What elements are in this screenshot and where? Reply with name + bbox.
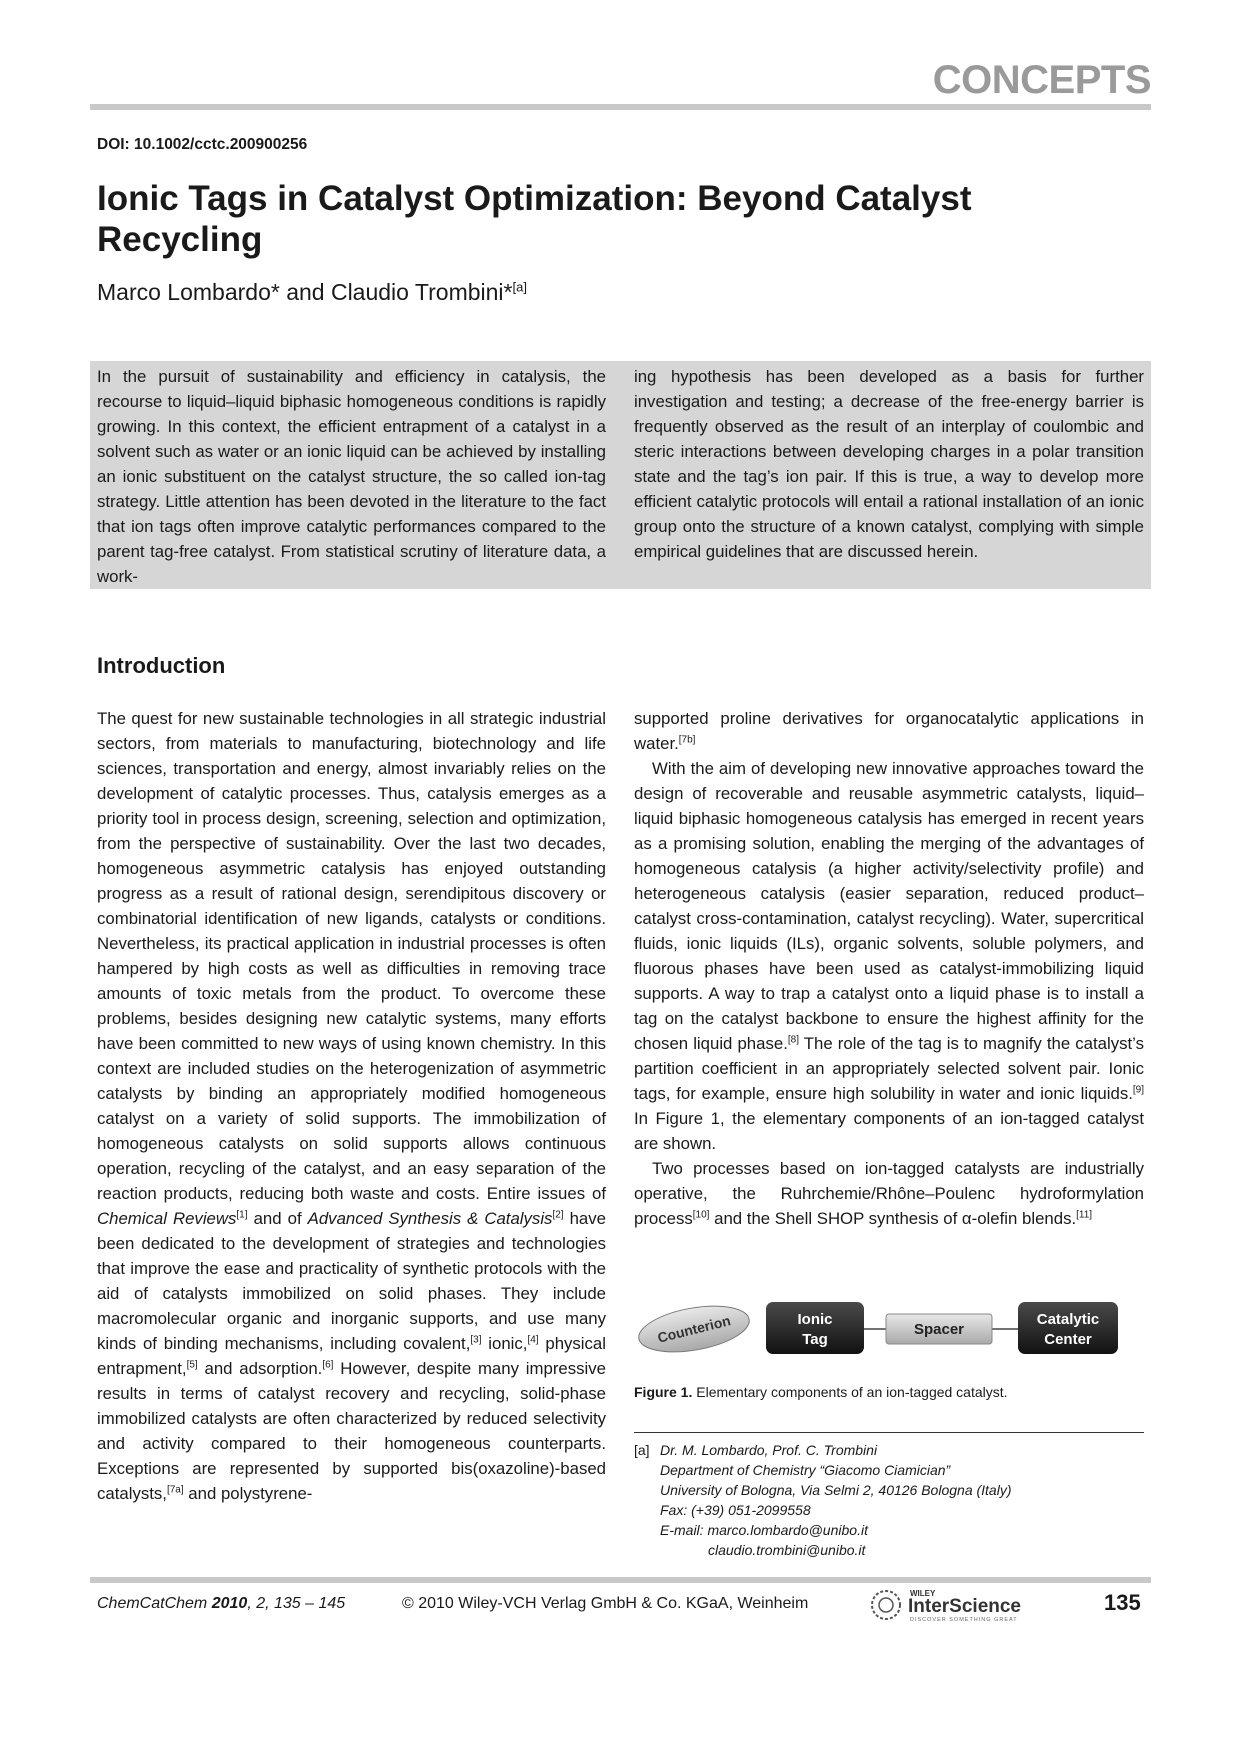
ionic-tag-label-line1: Ionic bbox=[797, 1311, 833, 1328]
catalytic-center-label-line2: Center bbox=[1044, 1331, 1092, 1348]
figure-caption-label: Figure 1. bbox=[634, 1384, 693, 1400]
intro-paragraph-2: With the aim of developing new innovative approaches toward the design of recoverable and reusable asymmetric catalysts, liquid–liquid biphasic homogeneous catalysis has emerged in recent years as a promising solution, enabling the merging of the advantages of homogeneous catalysis (a higher activity/selectivity profile) and heterogeneous catalysis (easier separation, reduced product–catalyst cross-contamination, catalyst recycling). Water, supercritical fluids, ionic liquids (ILs), organic solvents, soluble polymers, and fluorous phases have been used as catalyst-immobilizing liquid supports. A way to trap a catalyst onto a liquid phase is to install a tag on the catalyst backbone to ensure the highest affinity for the chosen liquid phase.[8] The role of the tag is to magnify the catalyst’s partition coefficient in an appropriately selected solvent pair. Ionic tags, for example, ensure high solubility in water and ionic liquids.[9] In Figure 1, the elementary components of an ion-tagged catalyst are shown. bbox=[634, 759, 1144, 1153]
affiliation-footnote bbox=[634, 1440, 1012, 1560]
logo-globe-icon bbox=[872, 1591, 900, 1619]
journal-year: 2010 bbox=[211, 1595, 248, 1612]
citation-10[interactable]: [10] bbox=[692, 1209, 710, 1221]
spacer-label: Spacer bbox=[913, 1321, 965, 1338]
body-column-right bbox=[634, 706, 1144, 1231]
abstract-left bbox=[97, 364, 606, 589]
affiliation-mark[interactable]: [a] bbox=[512, 279, 527, 295]
figure-1-caption bbox=[634, 1384, 1008, 1400]
footnote-line-names: Dr. M. Lombardo, Prof. C. Trombini bbox=[660, 1442, 878, 1458]
article-title: Ionic Tags in Catalyst Optimization: Beyond Catalyst Recycling bbox=[97, 179, 972, 259]
intro-paragraph-1-continued: supported proline derivatives for organocatalytic applications in water.[7b] bbox=[634, 709, 1144, 753]
counterion-label: Counterion bbox=[655, 1312, 733, 1346]
logo-interscience-text: InterScience bbox=[908, 1596, 1021, 1617]
footnote-line-email-2[interactable]: claudio.trombini@unibo.it bbox=[708, 1542, 866, 1558]
doi[interactable]: DOI: 10.1002/cctc.200900256 bbox=[97, 136, 308, 153]
citation-7a[interactable]: [7a] bbox=[166, 1484, 184, 1496]
citation-9[interactable]: [9] bbox=[1132, 1084, 1144, 1096]
footnote-line-fax: Fax: (+39) 051-2099558 bbox=[660, 1502, 811, 1518]
journal-name: ChemCatChem bbox=[97, 1595, 208, 1612]
abstract-left-text: In the pursuit of sustainability and efficiency in catalysis, the recourse to liquid–liquid biphasic homogeneous conditions is rapidly growing. In this context, the efficient entrapment of a catalyst in a solvent such as water or an ionic liquid can be achieved by installing an ionic substituent on the catalyst structure, the so called ion-tag strategy. Little attention has been devoted in the literature to the fact that ion tags often improve catalytic performances compared to the parent tag-free catalyst. From statistical scrutiny of literature data, a work- bbox=[97, 367, 606, 586]
section-heading-introduction: Introduction bbox=[97, 653, 226, 678]
footnote-line-address: University of Bologna, Via Selmi 2, 40126 Bologna (Italy) bbox=[660, 1482, 1012, 1498]
citation-2[interactable]: [2] bbox=[552, 1209, 564, 1221]
citation-4[interactable]: [4] bbox=[527, 1334, 539, 1346]
footnote-line-email[interactable]: E-mail: marco.lombardo@unibo.it bbox=[660, 1522, 868, 1538]
authors bbox=[97, 279, 527, 306]
citation-11[interactable]: [11] bbox=[1076, 1209, 1093, 1221]
footnote-marker: [a] bbox=[634, 1442, 650, 1458]
author-names: Marco Lombardo* and Claudio Trombini* bbox=[97, 279, 513, 305]
footer-journal-citation bbox=[97, 1595, 345, 1613]
abstract-right-text: ing hypothesis has been developed as a basis for further investigation and testing; a decrease of the free-energy barrier is frequently observed as the result of an interplay of coulombic and steric interactions between developing charges in a polar transition state and the tag’s ion pair. If this is true, a way to develop more efficient catalytic protocols will entail a rational installation of an ionic group onto the structure of a known catalyst, complying with simple empirical guidelines that are discussed herein. bbox=[634, 367, 1144, 561]
intro-paragraph-1: The quest for new sustainable technologies in all strategic industrial sectors, from materials to manufacturing, biotechnology and life sciences, transportation and energy, almost invariably relies on the development of catalytic processes. Thus, catalysis emerges as a priority tool in process design, screening, selection and optimization, from the perspective of sustainability. Over the last two decades, homogeneous asymmetric catalysis has enjoyed outstanding progress as a result of rational design, serendipitous discovery or combinatorial identification of new ligands, catalysts or conditions. Nevertheless, its practical application in industrial processes is often hampered by high costs as well as difficulties in removing trace amounts of toxic metals from the product. To overcome these problems, besides designing new catalytic systems, many efforts have been committed to new ways of using known chemistry. In this context are included studies on the heterogenization of asymmetric catalysts by binding an appropriately modified homogeneous catalyst on a variety of solid supports. The immobilization of homogeneous catalysts on solid supports allows continuous operation, recycling of the catalyst, and an easy separation of the reaction products, reducing both waste and costs. Entire issues of Chemical Reviews[1] and of Advanced Synthesis & Catalysis[2] have been dedicated to the development of strategies and technologies that improve the ease and practicality of synthetic protocols with the aid of catalysts immobilized on solid phases. They include macromolecular organic and inorganic supports, and use many kinds of binding mechanisms, including covalent,[3] ionic,[4] physical entrapment,[5] and adsorption.[6] However, despite many impressive results in terms of catalyst recovery and recycling, solid-phase immobilized catalysts are often characterized by reduced selectivity and activity compared to their homogeneous counterparts. Exceptions are represented by supported bis(oxazoline)-based catalysts,[7a] and polystyrene- bbox=[97, 709, 606, 1503]
logo-tagline: DISCOVER SOMETHING GREAT bbox=[910, 1617, 1018, 1623]
abstract-right bbox=[634, 364, 1144, 564]
ionic-tag-label-line2: Tag bbox=[802, 1331, 828, 1348]
wiley-interscience-logo bbox=[868, 1585, 1038, 1625]
citation-7b[interactable]: [7b] bbox=[678, 734, 696, 746]
page-number: 135 bbox=[1104, 1590, 1141, 1615]
footer-copyright: © 2010 Wiley-VCH Verlag GmbH & Co. KGaA, Weinheim bbox=[402, 1595, 809, 1612]
citation-3[interactable]: [3] bbox=[470, 1334, 482, 1346]
figure-caption-text: Elementary components of an ion-tagged catalyst. bbox=[692, 1384, 1008, 1400]
section-label: CONCEPTS bbox=[932, 58, 1151, 102]
citation-8[interactable]: [8] bbox=[787, 1034, 799, 1046]
intro-paragraph-3: Two processes based on ion-tagged catalysts are industrially operative, the Ruhrchemie/Rhône–Poulenc hydroformylation process[10] and the Shell SHOP synthesis of α-olefin blends.[11] bbox=[634, 1159, 1144, 1228]
citation-5[interactable]: [5] bbox=[186, 1359, 198, 1371]
footnote-rule bbox=[634, 1432, 1144, 1433]
citation-6[interactable]: [6] bbox=[322, 1359, 334, 1371]
header-rule bbox=[90, 104, 1151, 110]
citation-1[interactable]: [1] bbox=[236, 1209, 248, 1221]
logo-wiley-text: WILEY bbox=[910, 1589, 936, 1598]
figure-1-diagram bbox=[634, 1296, 1144, 1356]
catalytic-center-label-line1: Catalytic bbox=[1036, 1311, 1100, 1328]
footnote-line-department: Department of Chemistry “Giacomo Ciamician” bbox=[660, 1462, 951, 1478]
footer-rule bbox=[90, 1577, 1151, 1583]
journal-volume-pages: , 2, 135 – 145 bbox=[247, 1595, 346, 1612]
body-column-left bbox=[97, 706, 606, 1506]
